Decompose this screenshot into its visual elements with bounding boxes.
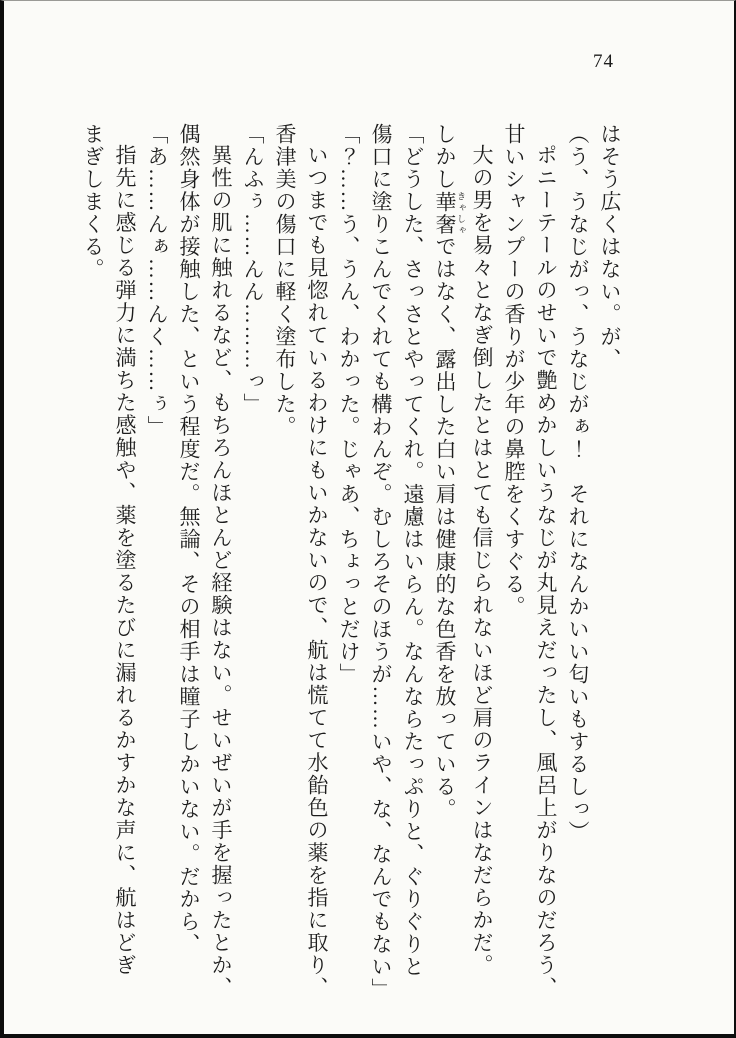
text-line: 「？……う、うん、わかった。じゃあ、ちょっとだけ」 <box>337 123 361 686</box>
furigana-ruby: 華奢 きゃしゃ <box>433 190 466 236</box>
text-line: ポニーテールのせいで艶めかしいうなじが丸見えだったし、風呂上がりなのだろう、 <box>534 144 558 999</box>
text-line: 大の男を易々となぎ倒したとはとても信じられないほど肩のラインはなだらかだ。 <box>470 144 494 977</box>
text-line: しかし華奢 きゃしゃではなく、露出した白い肩は健康的な色香を放っている。 <box>433 123 466 821</box>
page-number: 74 <box>593 51 614 72</box>
text-line: 「あ……んぁ……んく……ぅ」 <box>145 123 169 438</box>
text-line: 香津美の傷口に軽く塗布した。 <box>273 123 297 438</box>
text-line: 「どうした、さっさとやってくれ。遠慮はいらん。なんならたっぷりと、ぐりぐりと <box>401 123 425 978</box>
text-line: 指先に感じる弾力に満ちた感触や、薬を塗るたびに漏れるかすかな声に、航はどぎ <box>113 144 137 977</box>
text-line: 傷口に塗りこんでくれても構わんぞ。むしろそのほうが……いや、な、なんでもない」 <box>369 123 393 1001</box>
vertical-text-block <box>77 123 626 1023</box>
text-line: 甘いシャンプーの香りが少年の鼻腔をくすぐる。 <box>502 123 526 618</box>
text-line: （う、うなじがっ、うなじがぁ！ それになんかいい匂いもするしっ） <box>566 123 590 843</box>
text-line: いつまでも見惚れているわけにもいかないので、航は慌てて水飴色の薬を指に取り、 <box>305 144 329 999</box>
text-line: 偶然身体が接触した、という程度だ。無論、その相手は瞳子しかいない。だから、 <box>177 123 201 956</box>
text-line: はそう広くはない。が、 <box>598 123 622 371</box>
text-line: 異性の肌に触れるなど、もちろんほとんど経験はない。せいぜいが手を握ったとか、 <box>209 144 233 999</box>
text-line: 「んふぅ……んん………っ」 <box>241 123 265 416</box>
text-line: まぎしまくる。 <box>81 123 105 281</box>
